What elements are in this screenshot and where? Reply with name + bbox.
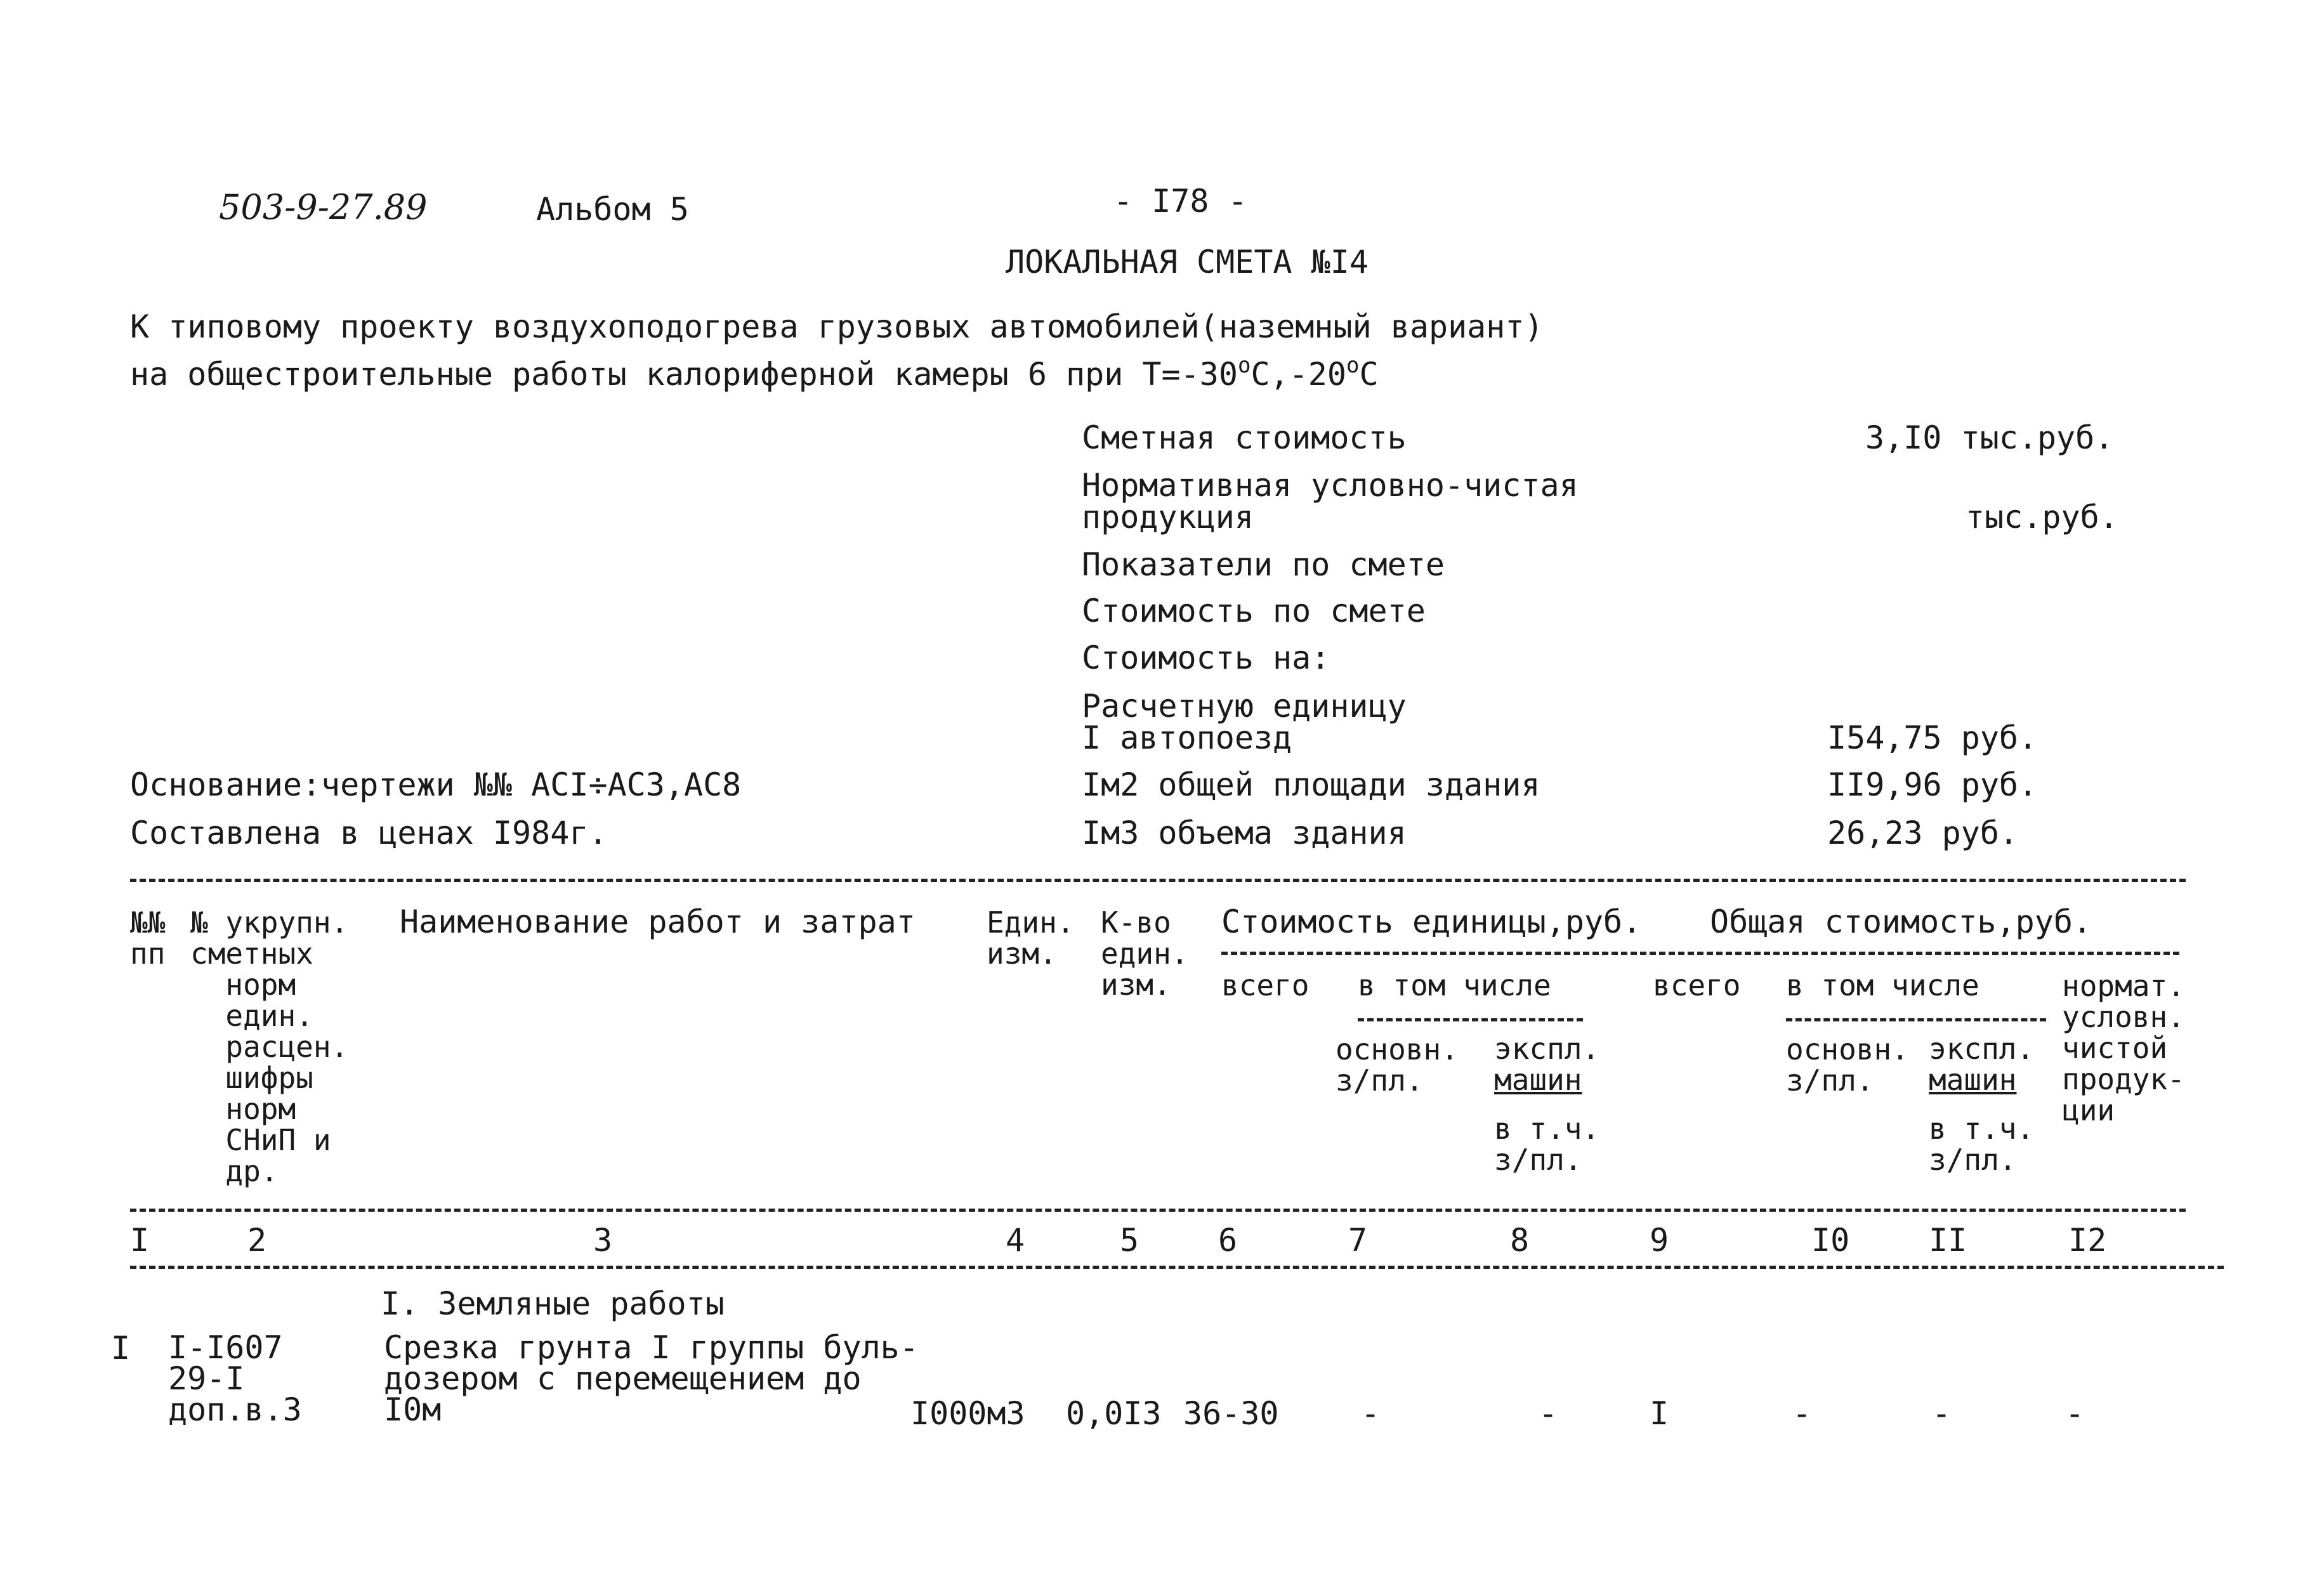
subtitle-line-2: на общестроительные работы калориферной камеры 6 при $Т=-30^оС,-20^оС$ bbox=[130, 353, 1379, 393]
column-number: 9 bbox=[1650, 1222, 1669, 1259]
prices-text: Составлена в ценах I984г. bbox=[130, 815, 608, 851]
page-number: - I78 - bbox=[1113, 183, 1247, 220]
basis-text: Основание:чертежи №№ АСI÷АС3,АС8 bbox=[130, 766, 742, 803]
row-unit: I000м3 bbox=[910, 1395, 1025, 1432]
header-total-basic-wage: основн. з/пл. bbox=[1786, 1032, 1909, 1098]
header-total-machines-top: экспл. bbox=[1929, 1032, 2035, 1066]
cost-value: 3,I0 тыс.руб. bbox=[1865, 419, 2114, 456]
normative-value: тыс.руб. bbox=[1966, 499, 2118, 535]
divider-header-bottom bbox=[130, 1209, 2186, 1212]
column-number: I bbox=[130, 1222, 150, 1259]
header-col-number: №№ пп bbox=[130, 905, 166, 971]
divider-total-including bbox=[1786, 1018, 2046, 1021]
album-label: Альбом 5 bbox=[536, 191, 689, 228]
area-label: Iм2 общей площади здания bbox=[1082, 766, 1540, 803]
indicators-label: Показатели по смете bbox=[1082, 546, 1445, 583]
header-total: всего bbox=[1653, 968, 1741, 1002]
header-total-including: в том числе bbox=[1786, 968, 1979, 1002]
volume-label: Iм3 объема здания bbox=[1082, 815, 1407, 851]
column-number: 6 bbox=[1218, 1222, 1238, 1259]
header-col-code: № укрупн. сметных норм един. расцен. шифры норм СНиП и др. bbox=[190, 905, 349, 1188]
document-title: ЛОКАЛЬНАЯ СМЕТА №I4 bbox=[1006, 244, 1369, 280]
normative-label-1: Нормативная условно-чистая bbox=[1082, 467, 1579, 504]
header-col-unit: Един. изм. bbox=[987, 905, 1075, 971]
row-unit-wage: - bbox=[1361, 1395, 1381, 1432]
column-number: 7 bbox=[1348, 1222, 1368, 1259]
column-number: II bbox=[1929, 1222, 1967, 1259]
header-col-name: Наименование работ и затрат bbox=[400, 903, 916, 940]
header-total-machines-wage: в т.ч. з/пл. bbox=[1929, 1112, 2035, 1177]
header-unit-total: всего bbox=[1221, 968, 1310, 1002]
row-number: I bbox=[111, 1330, 131, 1367]
row-total: I bbox=[1650, 1395, 1669, 1432]
header-unit-machines-top: экспл. bbox=[1494, 1032, 1600, 1066]
header-total-cost-group: Общая стоимость,руб. bbox=[1710, 903, 2092, 940]
unit-label: Расчетную единицу bbox=[1082, 688, 1407, 725]
row-unit-machines: - bbox=[1539, 1395, 1558, 1432]
row-normative: - bbox=[2065, 1395, 2085, 1432]
column-number: 2 bbox=[247, 1222, 267, 1259]
header-normative: нормат. условн. чистой продук- ции bbox=[2062, 969, 2185, 1127]
header-total-machines: машин bbox=[1929, 1063, 2017, 1097]
column-number: I0 bbox=[1811, 1222, 1850, 1259]
column-number: I2 bbox=[2068, 1222, 2107, 1259]
row-code: I-I607 29-I доп.в.3 bbox=[168, 1329, 302, 1428]
header-unit-machines: машин bbox=[1494, 1063, 1582, 1097]
row-unit-total: 36-30 bbox=[1183, 1395, 1279, 1432]
section-title: I. Земляные работы bbox=[381, 1285, 725, 1322]
column-number: 3 bbox=[593, 1222, 613, 1259]
divider-unit-including bbox=[1358, 1018, 1583, 1021]
volume-value: 26,23 руб. bbox=[1827, 815, 2019, 851]
column-number: 5 bbox=[1120, 1222, 1139, 1259]
row-total-machines: - bbox=[1932, 1395, 1952, 1432]
cost-per-label: Стоимость на: bbox=[1082, 639, 1330, 676]
subtitle-line-1: К типовому проекту воздухоподогрева грузовых автомобилей(наземный вариант) bbox=[130, 308, 1544, 345]
divider-header-group bbox=[1221, 952, 2179, 955]
document-code: 503-9-27.89 bbox=[219, 187, 428, 227]
header-unit-including: в том числе bbox=[1358, 968, 1551, 1002]
area-value: II9,96 руб. bbox=[1827, 766, 2038, 803]
column-number: 8 bbox=[1510, 1222, 1530, 1259]
row-total-wage: - bbox=[1792, 1395, 1812, 1432]
header-col-quantity: К-во един. изм. bbox=[1101, 905, 1189, 1002]
divider-top bbox=[130, 879, 2186, 882]
normative-label-2: продукция bbox=[1082, 499, 1254, 535]
degree-mark: о bbox=[1346, 353, 1360, 378]
divider-column-numbers bbox=[130, 1266, 2224, 1269]
column-number: 4 bbox=[1006, 1222, 1025, 1259]
unit-value: I54,75 руб. bbox=[1827, 719, 2038, 756]
row-name: Срезка грунта I группы буль- дозером с перемещением до I0м bbox=[384, 1329, 919, 1428]
unit-item: I автопоезд bbox=[1082, 719, 1292, 756]
header-unit-cost-group: Стоимость единицы,руб. bbox=[1221, 903, 1642, 940]
row-quantity: 0,0I3 bbox=[1066, 1395, 1162, 1432]
cost-label: Сметная стоимость bbox=[1082, 419, 1407, 456]
degree-mark: о bbox=[1237, 353, 1251, 378]
header-unit-machines-wage: в т.ч. з/пл. bbox=[1494, 1112, 1600, 1177]
cost-by-estimate-label: Стоимость по смете bbox=[1082, 593, 1426, 629]
header-unit-basic-wage: основн. з/пл. bbox=[1336, 1032, 1459, 1098]
